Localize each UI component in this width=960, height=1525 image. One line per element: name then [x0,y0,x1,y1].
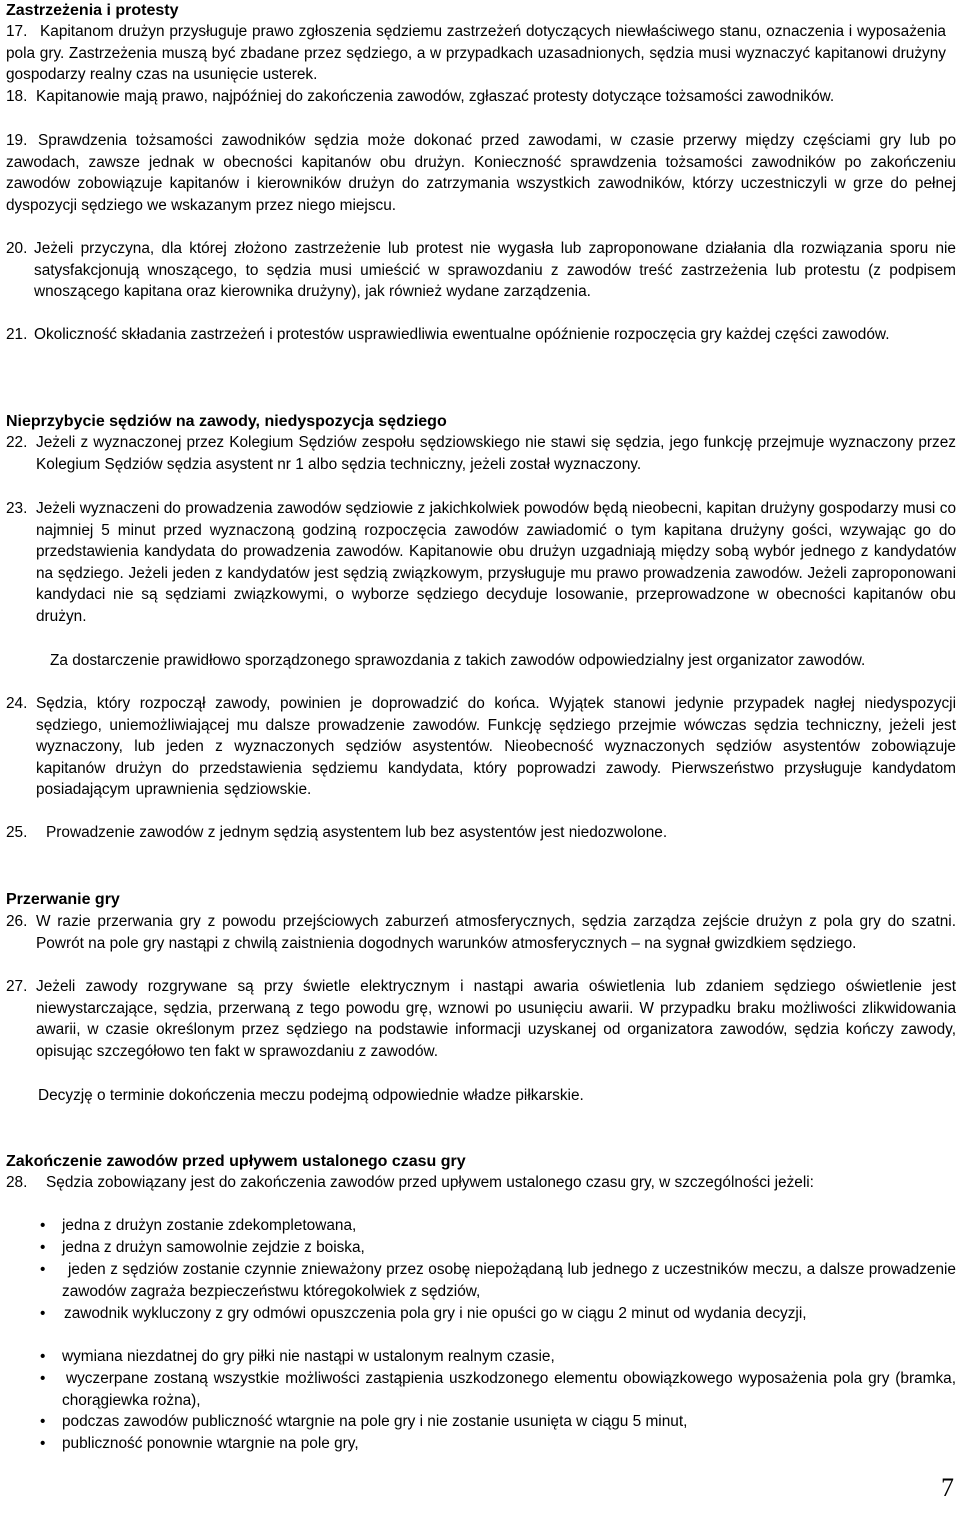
paragraph-18 [6,86,946,108]
list-item-text: wymiana niezdatnej do gry piłki nie nastąpi w ustalonym realnym czasie, [62,1348,555,1365]
bullet-icon: • [40,1413,46,1430]
paragraph-21 [6,324,956,346]
paragraph-number: 20. [6,240,28,257]
list-item-text: podczas zawodów publiczność wtargnie na pole gry i nie zostanie usunięta w ciągu 5 minut, [62,1413,688,1430]
list-item-text: jedna z drużyn zostanie zdekompletowana, [62,1217,357,1234]
list-item [40,1215,956,1237]
paragraph-23-continuation [36,650,956,672]
paragraph-number: 28. [6,1174,28,1191]
paragraph-number: 19. [6,132,28,149]
paragraph-text: Prowadzenie zawodów z jednym sędzią asystentem lub bez asystentów jest niedozwolone. [46,824,668,841]
paragraph-text: Kapitanom drużyn przysługuje prawo zgłoszenia sędziemu zastrzeżeń dotyczących niewłaściwego stanu, oznaczenia i wyposażenia pola gry. Zastrzeżenia muszą być zbadane przez sędziego, a w przypadkach uzasadnionych, sędzia musi wyznaczyć kapitanowi drużyny gospodarzy realny czas na usunięcie usterek. [6,23,946,84]
paragraph-23 [6,498,956,628]
paragraph-number: 23. [6,500,28,517]
paragraph-28 [6,1172,956,1194]
bullet-icon: • [40,1435,46,1452]
list-item [40,1259,956,1302]
paragraph-text: Jeżeli wyznaczeni do prowadzenia zawodów sędziowie z jakichkolwiek powodów będą nieobecni, kapitan drużyny gospodarzy musi co najmniej 5 minut przed wyznaczoną godziną rozpoczęcia zawodów zawiadomić o tym kapitana drużyny gości, wzywając go do przedstawienia kandydata do prowadzenia zawodów. Kapitanowie obu drużyn uzgadniają między sobą wybór jednego z kandydatów na sędziego. Jeżeli jeden z kandydatów jest sędzią związkowym, przysługuje mu prawo prowadzenia zawodów. Jeżeli zaproponowani kandydaci nie są sędziami związkowymi, o wyborze sędziego decyduje losowanie, przeprowadzone w obecności kapitanów obu drużyn. [36,500,956,625]
bullet-icon: • [40,1348,46,1365]
paragraph-number: 27. [6,978,28,995]
section-heading-game-interruption: Przerwanie gry [6,891,120,908]
section-heading-referee-absence: Nieprzybycie sędziów na zawody, niedyspozycja sędziego [6,413,447,430]
paragraph-text: Jeżeli przyczyna, dla której złożono zastrzeżenie lub protest nie wygasła lub zaproponowane działania dla rozwiązania sporu nie satysfakcjonują wnoszącego, to sędzia musi umieścić w sprawozdaniu z zawodów treść zastrzeżenia lub protestu (z podpisem wnoszącego kapitana oraz kierownika drużyny), jak również wydane zarządzenia. [34,240,956,301]
paragraph-number: 22. [6,434,28,451]
page-number: 7 [941,1473,954,1502]
paragraph-24 [6,693,956,801]
list-item [40,1411,956,1433]
section-heading-protests: Zastrzeżenia i protesty [6,2,179,19]
list-item-text: zawodnik wykluczony z gry odmówi opuszczenia pola gry i nie opuści go w ciągu 2 minut od wydania decyzji, [64,1305,807,1322]
paragraph-25 [6,822,956,844]
list-item [40,1346,956,1368]
paragraph-number: 17. [6,23,28,40]
paragraph-number: 18. [6,88,28,105]
list-item-text: jeden z sędziów zostanie czynnie znieważony przez osobę niepożądaną lub jednego z uczestników meczu, a dalsze prowadzenie zawodów zagraża bezpieczeństwu któregokolwiek z sędziów, [62,1261,956,1300]
paragraph-number: 25. [6,824,28,841]
paragraph-text: Kapitanowie mają prawo, najpóźniej do zakończenia zawodów, zgłaszać protesty dotyczące tożsamości zawodników. [36,88,835,105]
paragraph-27-continuation [38,1085,956,1107]
list-item-text: publiczność ponownie wtargnie na pole gry, [62,1435,359,1452]
paragraph-text: Okoliczność składania zastrzeżeń i protestów usprawiedliwia ewentualne opóźnienie rozpoczęcia gry każdej części zawodów. [34,326,890,343]
paragraph-number: 26. [6,913,28,930]
paragraph-text: Decyzję o terminie dokończenia meczu podejmą odpowiednie władze piłkarskie. [38,1087,584,1104]
list-item [40,1237,956,1259]
paragraph-number: 24. [6,695,28,712]
paragraph-17 [6,21,946,86]
list-item [40,1368,956,1411]
list-item [40,1433,956,1455]
paragraph-19 [6,130,956,216]
bullet-icon: • [40,1217,46,1234]
paragraph-text: Jeżeli zawody rozgrywane są przy świetle elektrycznym i nastąpi awaria oświetlenia lub zdaniem sędziego oświetlenie jest niewystarczające, sędzia, przerwaną z tego powodu grę, wznowi po usunięciu awarii. W przypadku braku możliwości zlikwidowania awarii, w czasie określonym przez sędziego na podstawie informacji uzyskanej od organizatora zawodów, sędzia kończy zawody, opisując szczegółowo ten fakt w sprawozdaniu z zawodów. [36,978,956,1060]
bullet-icon: • [40,1261,46,1278]
bullet-icon: • [40,1370,46,1387]
paragraph-text: Jeżeli z wyznaczonej przez Kolegium Sędziów zespołu sędziowskiego nie stawi się sędzia, jego funkcję przejmuje wyznaczony przez Kolegium Sędziów sędzia asystent nr 1 albo sędzia techniczny, jeżeli został wyznaczony. [36,434,956,473]
list-item-text: wyczerpane zostaną wszystkie możliwości zastąpienia uszkodzonego elementu obowiązkowego wyposażenia pola gry (bramka, chorągiewka rożna), [62,1370,956,1409]
paragraph-text: Za dostarczenie prawidłowo sporządzonego sprawozdania z takich zawodów odpowiedzialny jest organizator zawodów. [50,652,866,669]
bullet-icon: • [40,1305,46,1322]
bullet-icon: • [40,1239,46,1256]
list-item-text: jedna z drużyn samowolnie zejdzie z boiska, [62,1239,365,1256]
paragraph-text: Sędzia, który rozpoczął zawody, powinien je doprowadzić do końca. Wyjątek stanowi jedynie przypadek nagłej niedyspozycji sędziego, uniemożliwiającej mu dalsze prowadzenie zawodów. Funkcję sędziego przejmie wówczas sędzia techniczny, jeżeli jest wyznaczony, lub jeden z wyznaczonych sędziów asystentów. Nieobecność wyznaczonych sędziów asystentów zobowiązuje kapitanów drużyn do przedstawienia sędziemu kandydata, który poprowadzi zawody. Pierwszeństwo przysługuje kandydatom posiadającym uprawnienia sędziowskie. [36,695,956,799]
paragraph-number: 21. [6,326,28,343]
paragraph-text: Sędzia zobowiązany jest do zakończenia zawodów przed upływem ustalonego czasu gry, w szczególności jeżeli: [46,1174,814,1191]
paragraph-text: Sprawdzenia tożsamości zawodników sędzia może dokonać przed zawodami, w czasie przerwy między częściami gry lub po zawodach, zawsze jednak w obecności kapitanów obu drużyn. Konieczność sprawdzenia tożsamości zawodników po zakończeniu zawodów zobowiązuje kapitanów i kierowników drużyn do zatrzymania wszystkich zawodników, którzy uczestniczyli w grze do pełnej dyspozycji sędziego we wskazanym przez niego miejscu. [6,132,956,214]
section-heading-early-end: Zakończenie zawodów przed upływem ustalonego czasu gry [6,1153,466,1170]
paragraph-20 [6,238,956,303]
paragraph-27 [6,976,956,1062]
paragraph-text: W razie przerwania gry z powodu przejściowych zaburzeń atmosferycznych, sędzia zarządza zejście drużyn z pola gry do szatni. Powrót na pole gry nastąpi z chwilą zaistnienia dogodnych warunków atmosferycznych – na sygnał gwizdkiem sędziego. [36,913,956,952]
list-item [40,1303,956,1325]
paragraph-26 [6,911,956,954]
paragraph-22 [6,432,956,475]
